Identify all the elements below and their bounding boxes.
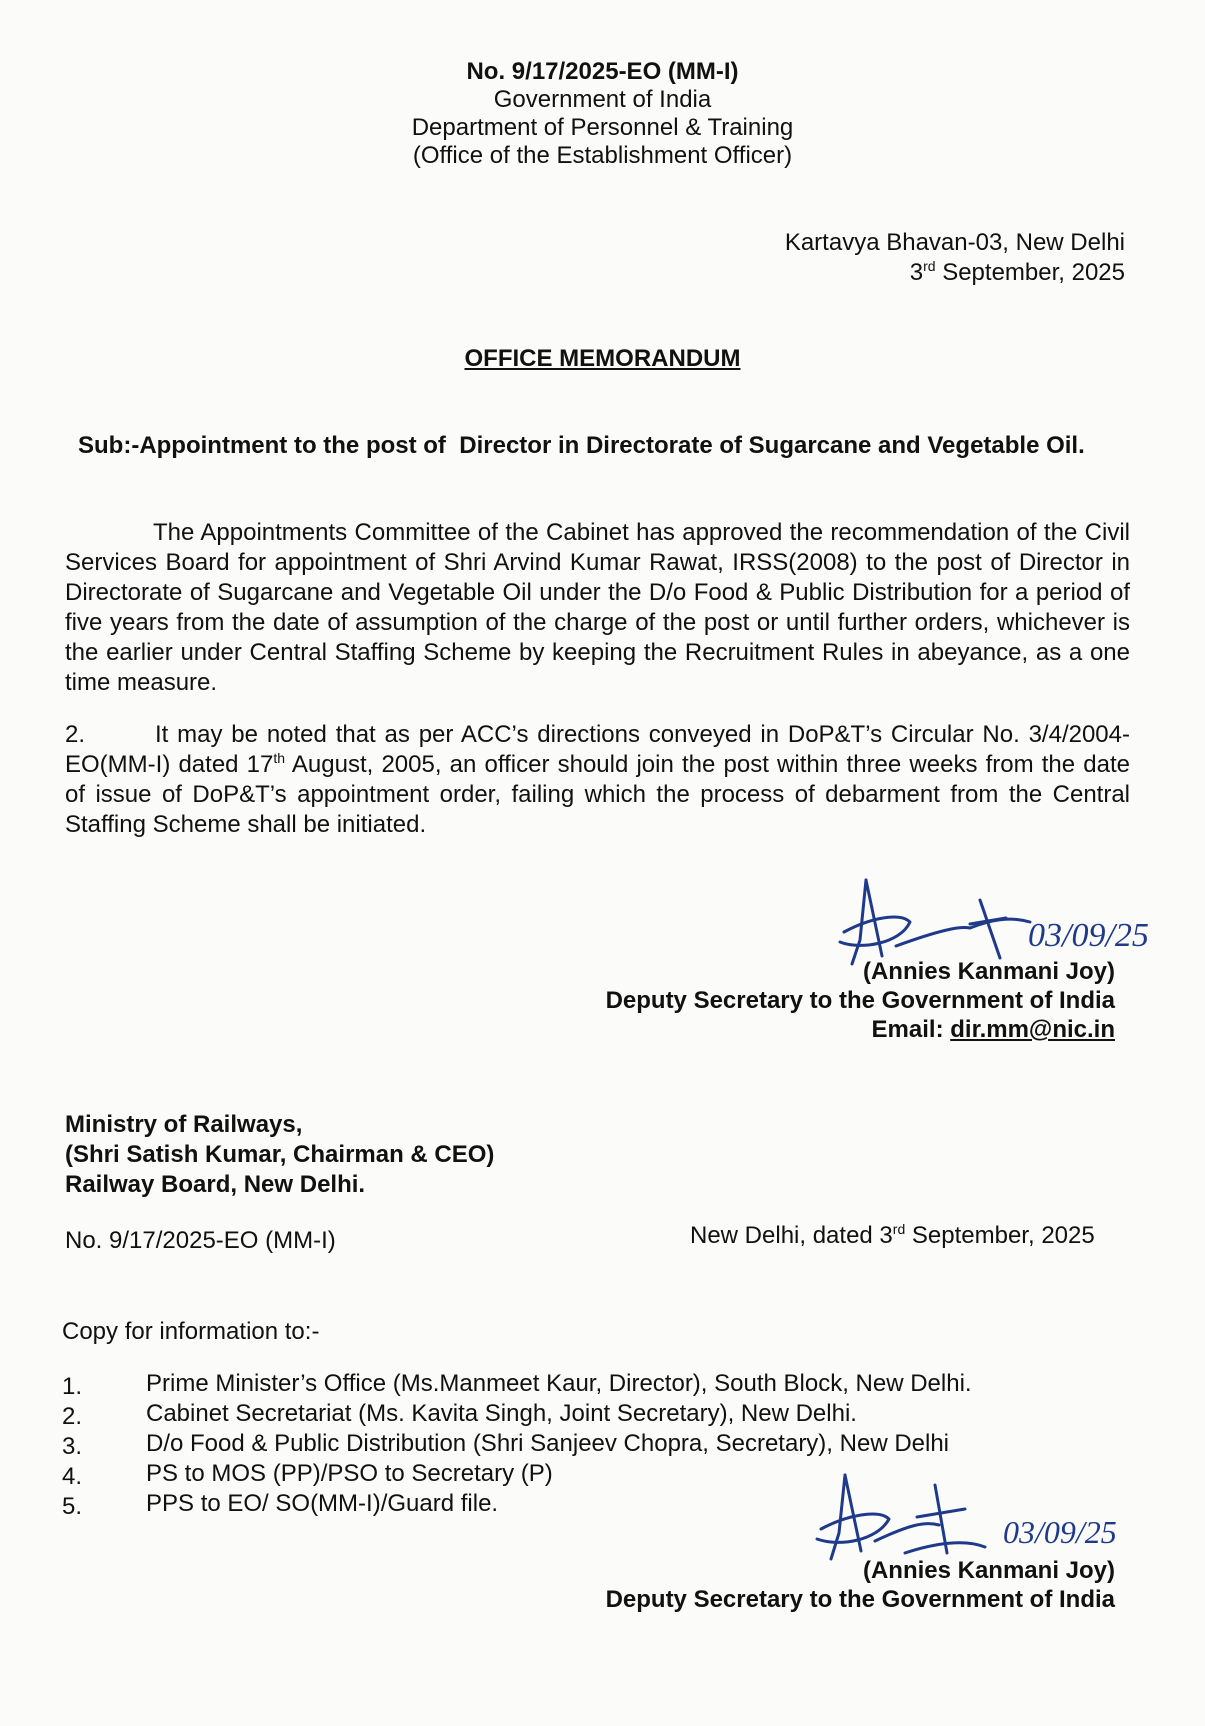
signature-2-block — [415, 1556, 1115, 1614]
signatory-2-designation: Deputy Secretary to the Government of India — [605, 1586, 1115, 1613]
addressee-block — [65, 1110, 494, 1200]
list-item-text: PPS to EO/ SO(MM-I)/Guard file. — [146, 1490, 499, 1517]
paragraph-2 — [65, 720, 1130, 840]
copy-file-number: No. 9/17/2025-EO (MM-I) — [65, 1227, 336, 1254]
list-item-text: Prime Minister’s Office (Ms.Manmeet Kaur, Director), South Block, New Delhi. — [146, 1370, 972, 1397]
date-day: 3 — [909, 259, 924, 286]
paragraph-1 — [65, 518, 1130, 698]
copy-date-sup: rd — [892, 1221, 906, 1237]
paragraph-2-number: 2. — [65, 721, 86, 748]
email-link[interactable]: dir.mm@nic.in — [950, 1016, 1115, 1043]
office-line: (Office of the Establishment Officer) — [412, 142, 793, 169]
paragraph-2-part2: August, 2005, an officer should join the post within three weeks from the date of issue of DoP&T’s appointment order, failing which the process of debarment from the Central Staffing Scheme shall be initiated. — [65, 751, 1130, 838]
copy-intro: Copy for information to:- — [62, 1318, 320, 1345]
signature-1-block — [415, 957, 1115, 1044]
copy-date-rest: September, 2025 — [905, 1222, 1095, 1249]
paragraph-2-sup: th — [273, 750, 286, 766]
signatory-2-name: (Annies Kanmani Joy) — [862, 1557, 1115, 1584]
date-line — [625, 258, 1125, 288]
list-item-text: D/o Food & Public Distribution (Shri Sanjeev Chopra, Secretary), New Delhi — [146, 1430, 950, 1457]
date-suffix: rd — [923, 258, 936, 274]
paragraph-1-text: The Appointments Committee of the Cabinet has approved the recommendation of the Civil Services Board for appointment of Shri Arvind Kumar Rawat, IRSS(2008) to the post of Director in Directorate of Sugarcane and Vegetable Oil under the D/o Food & Public Distribution for a period of five years from the date of assumption of the charge of the post or until further orders, whichever is the earlier under Central Staffing Scheme by keeping the Recruitment Rules in abeyance, as a one time measure. — [65, 519, 1130, 696]
govt-line: Government of India — [493, 86, 712, 113]
date-rest: September, 2025 — [935, 259, 1125, 286]
list-item-number: 2. — [62, 1403, 83, 1430]
file-number: No. 9/17/2025-EO (MM-I) — [466, 58, 739, 85]
addressee-line-3: Railway Board, New Delhi. — [65, 1171, 366, 1198]
subject-line: Sub:-Appointment to the post of Director in Directorate of Sugarcane and Vegetable Oil. — [78, 432, 1085, 459]
page-title: OFFICE MEMORANDUM — [464, 345, 741, 372]
paragraph-2-part1: It may be noted that as per ACC’s directions conveyed in DoP&T’s Circular No. 3/4/2004-EO(MM-I) dated 17 — [65, 721, 1130, 778]
copy-date-prefix: New Delhi, dated 3 — [690, 1222, 893, 1249]
list-item-number: 3. — [62, 1433, 83, 1460]
place-line: Kartavya Bhavan-03, New Delhi — [784, 229, 1125, 256]
signature-2-date: 03/09/25 — [1003, 1514, 1117, 1550]
department-line: Department of Personnel & Training — [411, 114, 794, 141]
list-item-text: Cabinet Secretariat (Ms. Kavita Singh, Joint Secretary), New Delhi. — [146, 1400, 857, 1427]
signatory-designation: Deputy Secretary to the Government of India — [605, 987, 1115, 1014]
email-label: Email: — [871, 1016, 951, 1043]
list-item-number: 4. — [62, 1463, 83, 1490]
addressee-line-1: Ministry of Railways, — [65, 1111, 303, 1138]
place-date — [625, 228, 1125, 288]
signature-1-date: 03/09/25 — [1028, 917, 1149, 954]
list-item-number: 5. — [62, 1493, 83, 1520]
signatory-name: (Annies Kanmani Joy) — [862, 958, 1115, 985]
copy-date — [690, 1222, 1095, 1250]
addressee-line-2: (Shri Satish Kumar, Chairman & CEO) — [65, 1141, 495, 1168]
list-item-text: PS to MOS (PP)/PSO to Secretary (P) — [146, 1460, 553, 1487]
signatory-email-line — [415, 1015, 1115, 1044]
list-item-number: 1. — [62, 1373, 83, 1400]
